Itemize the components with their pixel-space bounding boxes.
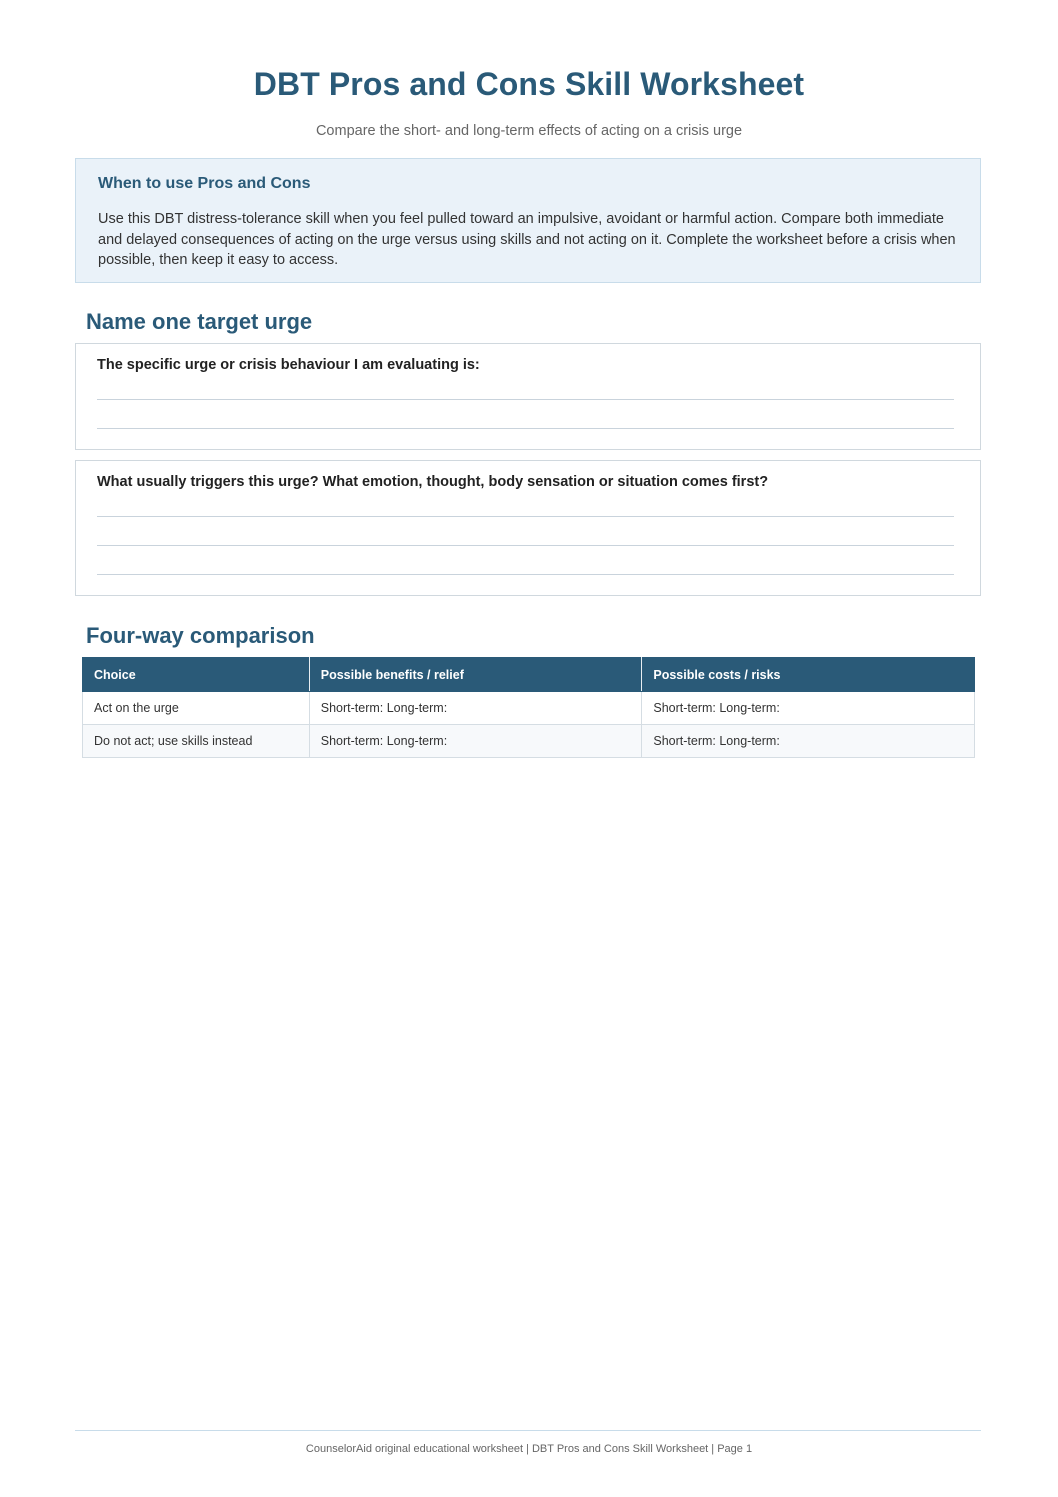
table-cell-costs[interactable]: Short-term: Long-term: <box>642 725 975 758</box>
write-line[interactable] <box>97 399 954 400</box>
page-footer: CounselorAid original educational worksheet | DBT Pros and Cons Skill Worksheet | Page 1 <box>305 1443 753 1455</box>
write-line[interactable] <box>97 545 954 546</box>
table-row <box>83 692 975 725</box>
section-heading-target-urge: Name one target urge <box>86 309 313 334</box>
footer-divider <box>75 1430 981 1431</box>
prompt-box-triggers <box>75 460 981 596</box>
prompt-box-target-urge <box>75 343 981 450</box>
info-heading: When to use Pros and Cons <box>98 175 311 192</box>
table-cell-choice: Act on the urge <box>83 692 310 725</box>
section-heading-comparison: Four-way comparison <box>86 623 315 648</box>
info-body: Use this DBT distress-tolerance skill when you feel pulled toward an impulsive, avoidant or harmful action. Compare both immediate and delayed consequences of acting on the urge versus using skills and not acting on it. Complete the worksheet before a crisis when possible, then keep it easy to access. <box>98 211 956 269</box>
table-header-choice: Choice <box>83 658 310 692</box>
prompt-label-target-urge: The specific urge or crisis behaviour I am evaluating is: <box>97 357 480 373</box>
info-box <box>75 158 981 283</box>
table-header-benefits: Possible benefits / relief <box>309 658 642 692</box>
page-title: DBT Pros and Cons Skill Worksheet <box>253 66 805 102</box>
write-line[interactable] <box>97 516 954 517</box>
table-cell-choice: Do not act; use skills instead <box>83 725 310 758</box>
write-line[interactable] <box>97 574 954 575</box>
table-cell-benefits[interactable]: Short-term: Long-term: <box>309 692 642 725</box>
comparison-table <box>82 657 975 758</box>
table-cell-benefits[interactable]: Short-term: Long-term: <box>309 725 642 758</box>
table-header-row <box>83 658 975 692</box>
page-subtitle: Compare the short- and long-term effects of acting on a crisis urge <box>315 123 743 139</box>
prompt-label-triggers: What usually triggers this urge? What emotion, thought, body sensation or situation comes first? <box>97 474 769 490</box>
table-header-costs: Possible costs / risks <box>642 658 975 692</box>
table-cell-costs[interactable]: Short-term: Long-term: <box>642 692 975 725</box>
table-row <box>83 725 975 758</box>
write-line[interactable] <box>97 428 954 429</box>
